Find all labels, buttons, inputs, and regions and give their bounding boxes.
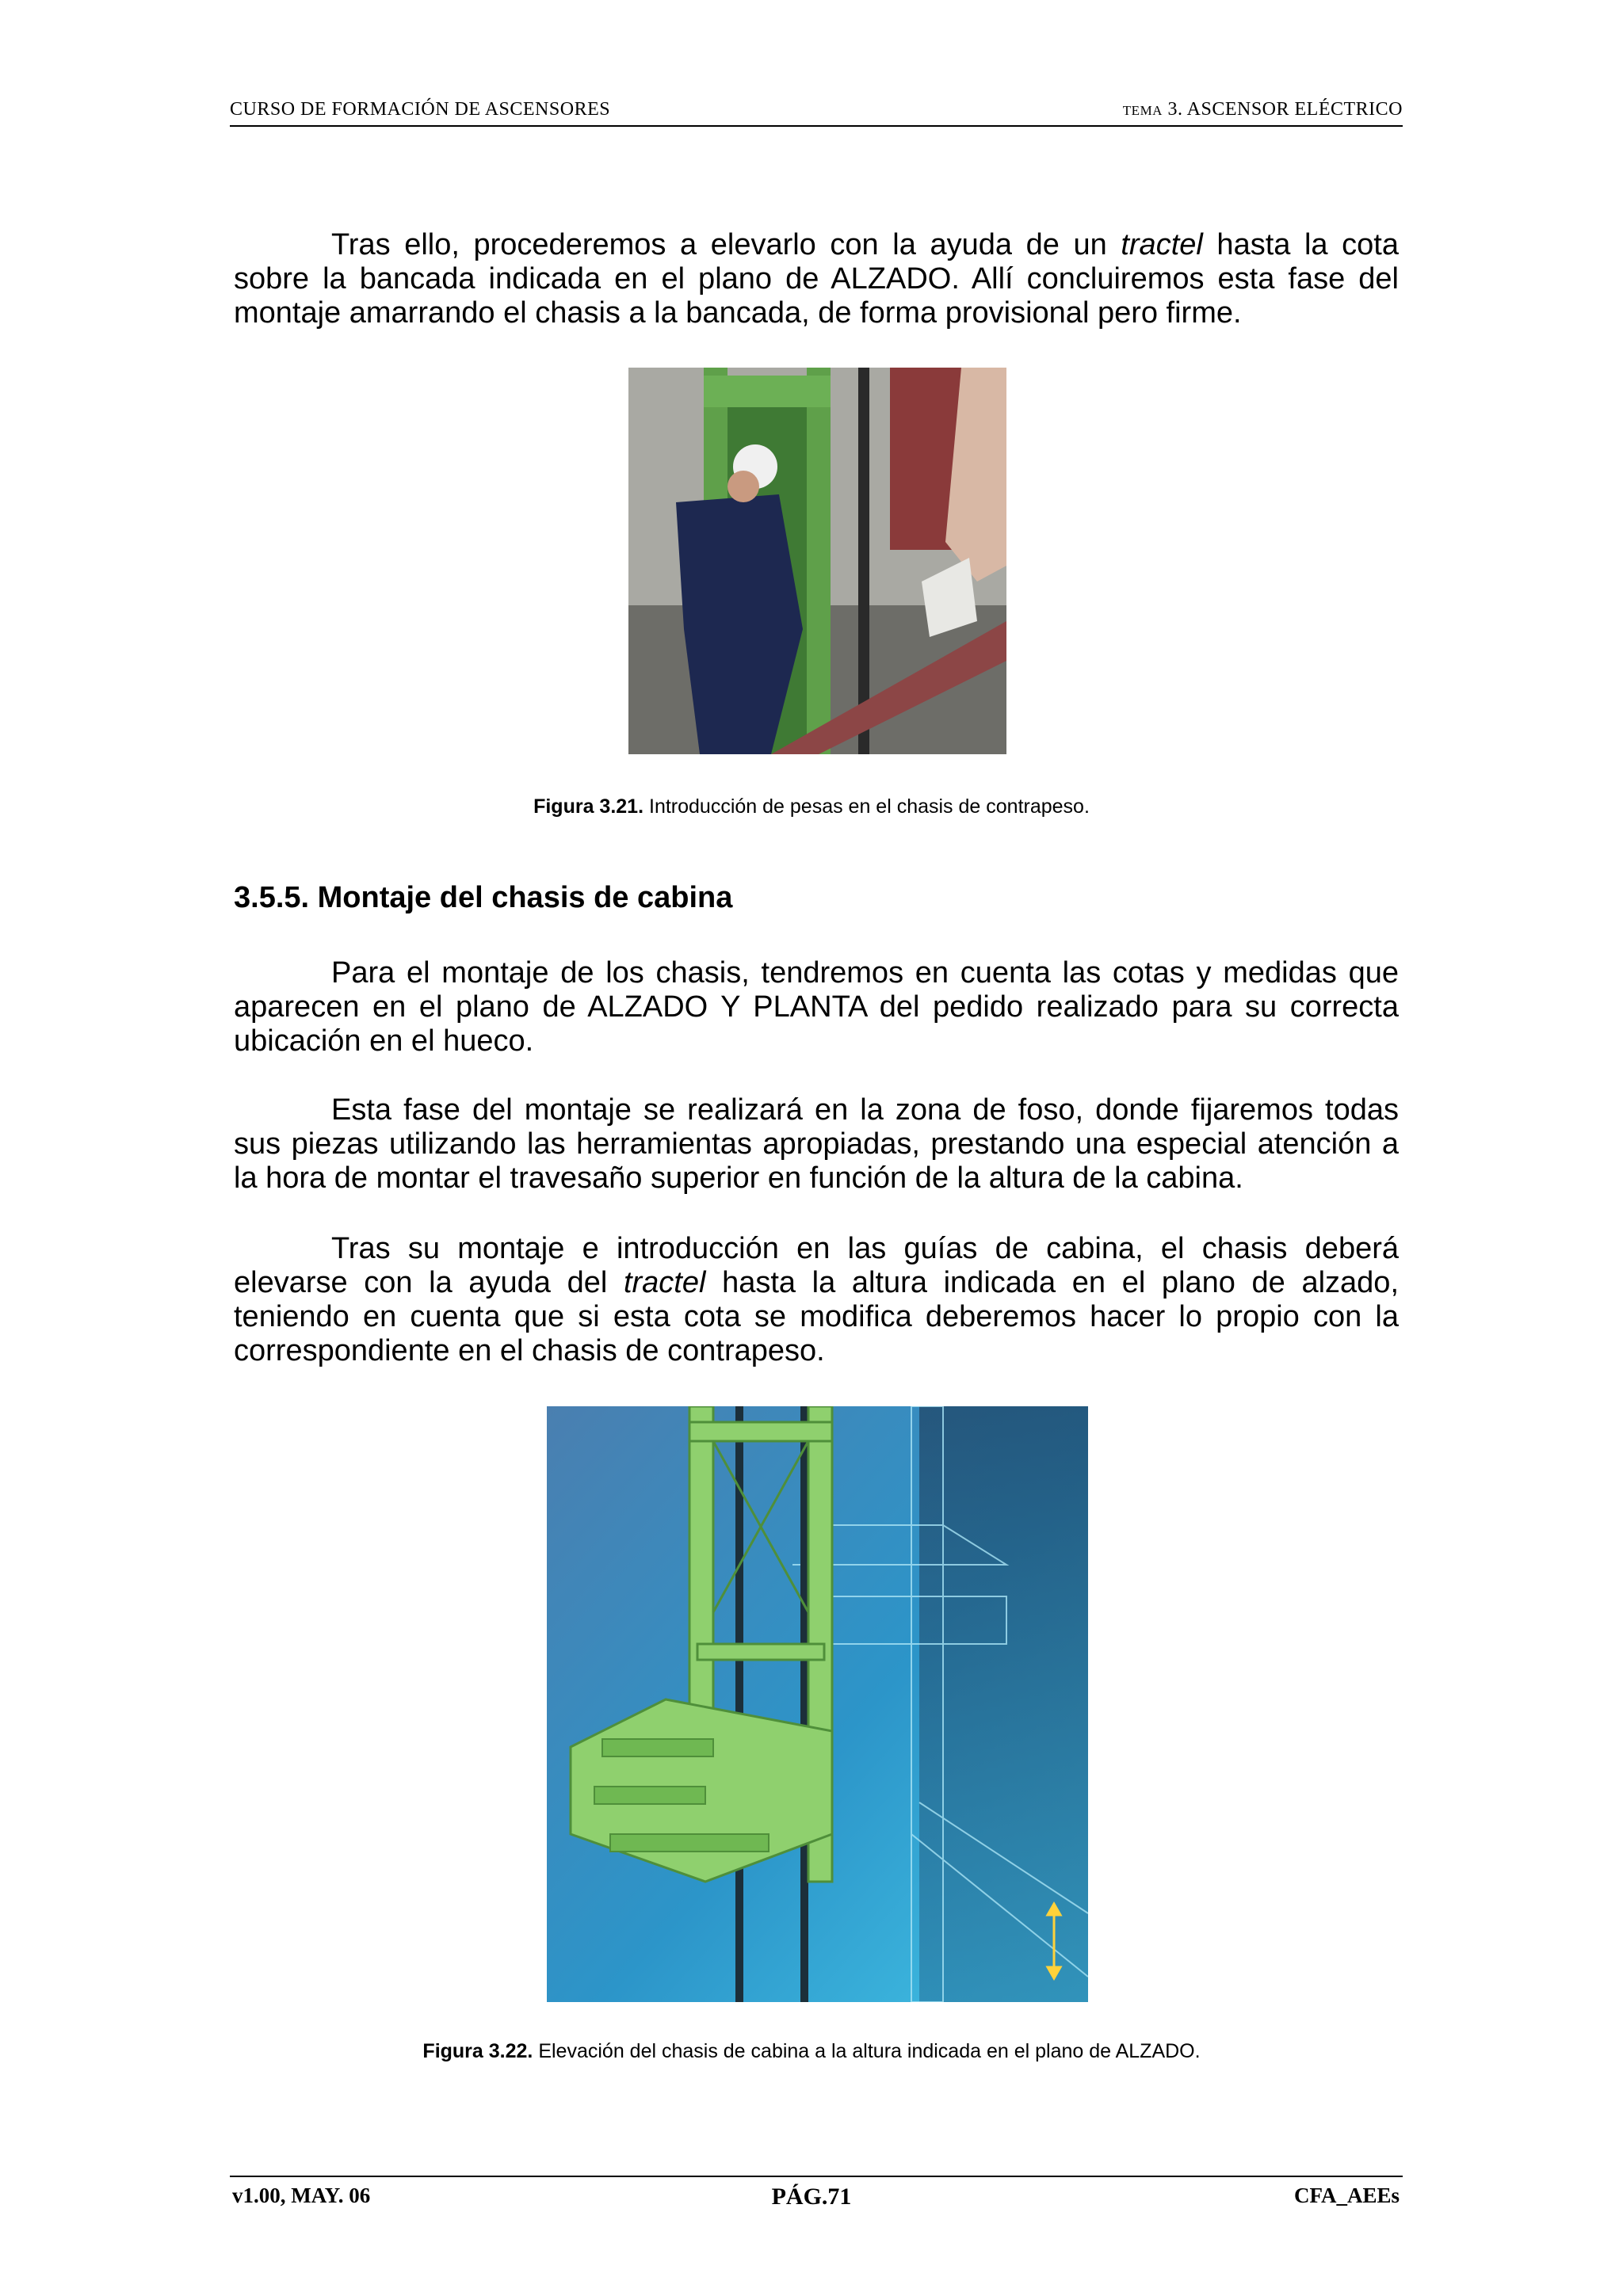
figure-3-22-caption bbox=[0, 2040, 1623, 2063]
figure-3-22-render bbox=[547, 1406, 1088, 2002]
header-chapter bbox=[1123, 99, 1403, 120]
header-course-title: CURSO DE FORMACIÓN DE ASCENSORES bbox=[230, 99, 611, 120]
figure-3-21-text: Introducción de pesas en el chasis de contrapeso. bbox=[643, 795, 1090, 818]
header-chapter-title: 3. ASCENSOR ELÉCTRICO bbox=[1162, 99, 1403, 120]
paragraph-1 bbox=[234, 228, 1399, 330]
footer-doc-code: CFA_AEEs bbox=[1293, 2183, 1400, 2207]
paragraph-3-text: Esta fase del montaje se realizará en la zona de foso, donde fijaremos todas sus piezas utilizando las herramientas apropiadas, prestando una especial atención a la hora de montar el travesaño superior en función de la altura de la cabina. bbox=[234, 1093, 1399, 1195]
paragraph-3 bbox=[234, 1093, 1399, 1196]
header-tema-label: TEMA bbox=[1122, 103, 1163, 118]
figure-3-21-caption bbox=[0, 795, 1623, 818]
paragraph-4 bbox=[234, 1232, 1399, 1368]
paragraph-1-emphasis: tractel bbox=[1121, 228, 1203, 261]
footer-version: v1.00, MAY. 06 bbox=[232, 2183, 371, 2207]
paragraph-2-text: Para el montaje de los chasis, tendremos en cuenta las cotas y medidas que aparecen en el plano de ALZADO Y PLANTA del pedido realizado para su correcta ubicación en el hueco. bbox=[234, 956, 1399, 1058]
paragraph-4-text-b: hasta la altura indicada en el plano de alzado, teniendo en cuenta que si esta cota se modifica deberemos hacer lo propio con la correspondiente en el chasis de contrapeso. bbox=[234, 1266, 1399, 1367]
paragraph-4-text-a: Tras su montaje e introducción en las guías de cabina, el chasis deberá elevarse con la ayuda del bbox=[234, 1232, 1399, 1299]
figure-3-21-label: Figura 3.21. bbox=[533, 795, 644, 818]
paragraph-1-text-a: Tras ello, procederemos a elevarlo con la ayuda de un bbox=[331, 228, 1121, 261]
paragraph-1-text-b: hasta la cota sobre la bancada indicada en el plano de ALZADO. Allí concluiremos esta fase del montaje amarrando el chasis a la bancada, de forma provisional pero firme. bbox=[234, 228, 1399, 330]
footer-rule bbox=[230, 2176, 1403, 2177]
paragraph-2 bbox=[234, 956, 1399, 1058]
figure-3-22-text: Elevación del chasis de cabina a la altura indicada en el plano de ALZADO. bbox=[533, 2040, 1201, 2062]
section-heading: 3.5.5. Montaje del chasis de cabina bbox=[234, 881, 733, 914]
footer-page-number: PÁG.71 bbox=[771, 2183, 852, 2210]
paragraph-4-emphasis: tractel bbox=[623, 1266, 706, 1299]
figure-3-22-label: Figura 3.22. bbox=[422, 2040, 533, 2062]
figure-3-21-photo bbox=[628, 368, 1006, 754]
page-header bbox=[230, 95, 1403, 127]
